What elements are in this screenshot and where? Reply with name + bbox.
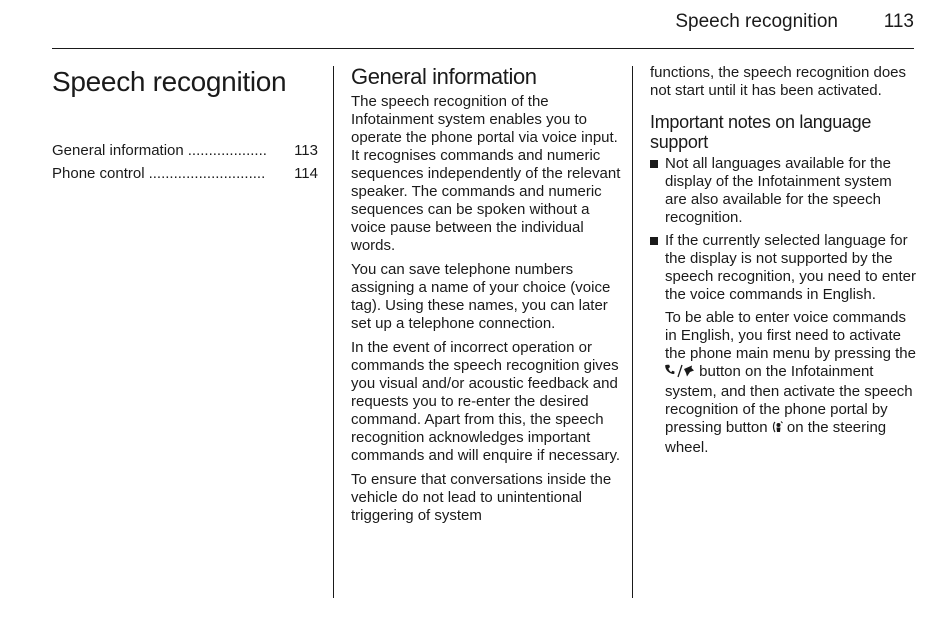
voice-icon: [772, 420, 783, 439]
language-notes-column: [650, 64, 916, 463]
toc-label: General information: [52, 142, 184, 159]
general-information-column: [351, 64, 621, 531]
toc-entry-phone-control[interactable]: [52, 165, 318, 188]
note-text: To be able to enter voice commands in English, you first need to activate the phone main menu by pressing the: [665, 309, 916, 362]
paragraph: You can save telephone numbers assigning a name of your choice (voice tag). Using these names, you can later set up a telephone connection.: [351, 261, 611, 332]
list-item: [650, 155, 916, 227]
list-item-text: If the currently selected language for the display is not supported by the speech recognition, you need to enter the voice commands in English.: [665, 232, 917, 303]
section-heading-language-support: Important notes on language support: [650, 112, 872, 152]
chapter-title: Speech recognition: [52, 66, 287, 97]
column-divider: [333, 66, 334, 598]
table-of-contents: [52, 142, 318, 188]
running-header: [52, 10, 914, 46]
toc-entry-general-information[interactable]: [52, 142, 318, 165]
chapter-column: [52, 64, 318, 188]
toc-dot-leader: ............................: [148, 165, 266, 182]
toc-label: Phone control: [52, 165, 145, 182]
header-rule: [52, 48, 914, 49]
page-number: 113: [883, 11, 914, 32]
square-bullet-icon: [650, 237, 658, 245]
column-divider: [632, 66, 633, 598]
note-text: button on the Infotainment system, and then activate the speech recognition of the phone portal by pressing button: [665, 363, 913, 436]
paragraph-continued: functions, the speech recognition does not start until it has been activated.: [650, 64, 907, 99]
section-heading-general-information: General information: [351, 64, 537, 89]
paragraph: In the event of incorrect operation or commands the speech recognition gives you visual and/or acoustic feedback and requests you to re-enter the desired command. Apart from this, the speech recognition acknowledges important commands and will enquire if necessary.: [351, 339, 621, 464]
list-item-text: Not all languages available for the display of the Infotainment system are also available for the speech recognition.: [665, 155, 892, 226]
note-text: on the steering wheel.: [665, 419, 887, 456]
phone-icon: [665, 364, 695, 383]
list-item: [650, 232, 916, 304]
toc-page: 114: [294, 165, 318, 182]
language-notes-list: [650, 155, 916, 304]
toc-page: 113: [294, 142, 318, 159]
english-commands-note: [650, 309, 916, 457]
square-bullet-icon: [650, 160, 658, 168]
paragraph: The speech recognition of the Infotainment system enables you to operate the phone portal via voice input. It recognises commands and numeric sequences independently of the relevant speaker. The commands and numeric sequences can be spoken without a voice pause between the individual words.: [351, 93, 621, 254]
toc-dot-leader: ...................: [187, 142, 267, 159]
running-header-title: Speech recognition: [675, 11, 838, 32]
paragraph: To ensure that conversations inside the vehicle do not lead to unintentional triggering of system: [351, 471, 612, 524]
